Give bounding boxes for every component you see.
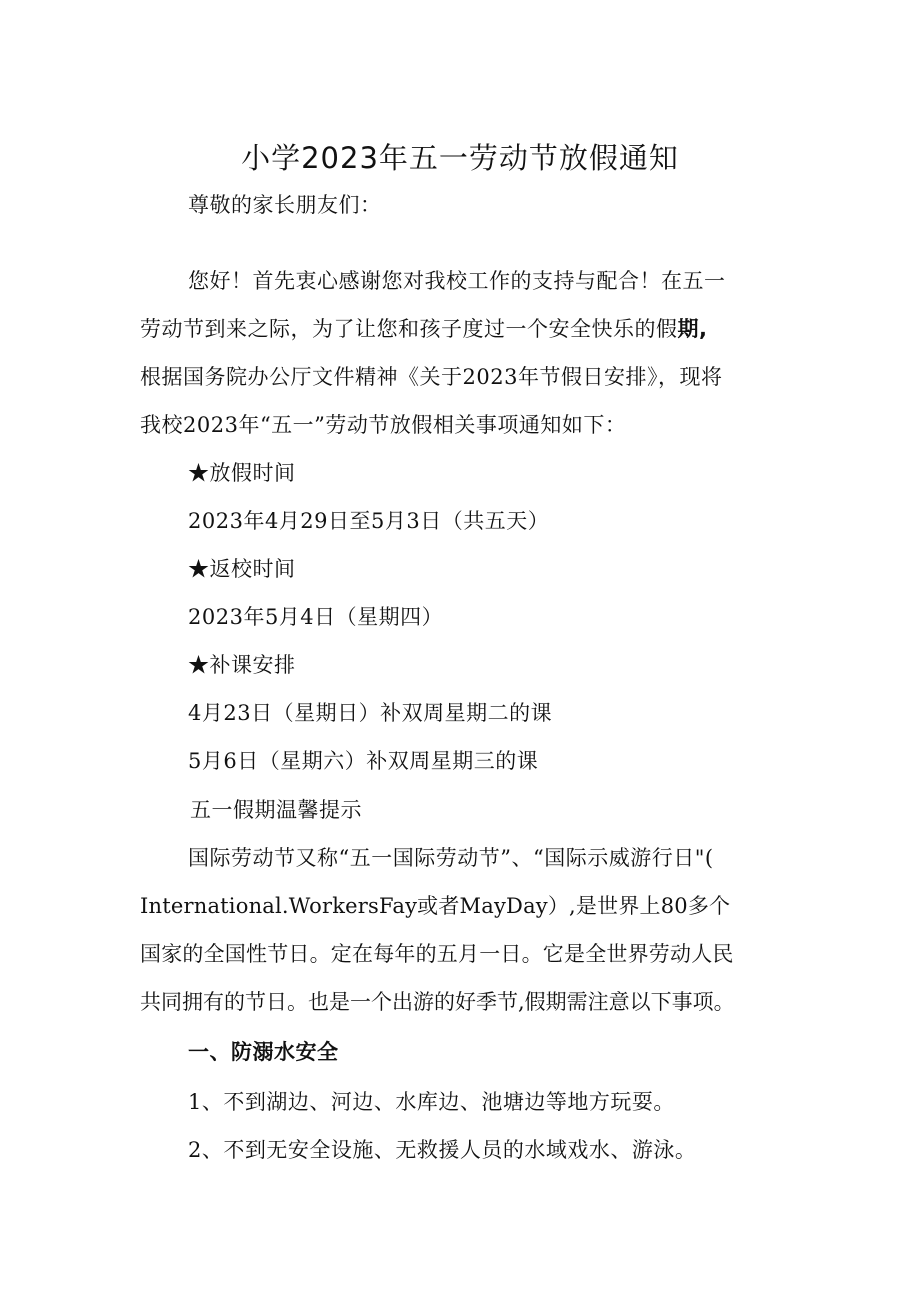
tips-heading: 五一假期温馨提示 bbox=[190, 798, 362, 822]
tips-line-4: 共同拥有的节日。也是一个出游的好季节,假期需注意以下事项。 bbox=[140, 990, 735, 1014]
return-time-heading: ★返校时间 bbox=[188, 557, 296, 581]
tips-line-3: 国家的全国性节日。定在每年的五月一日。它是全世界劳动人民 bbox=[140, 942, 734, 966]
intro-line-4: 我校2023年“五一”劳动节放假相关事项通知如下： bbox=[140, 413, 627, 437]
drowning-safety-heading: 一、防溺水安全 bbox=[188, 1040, 339, 1064]
makeup-class-line-1: 4月23日（星期日）补双周星期二的课 bbox=[188, 701, 553, 725]
intro-line-2-emphasis: 期, bbox=[677, 317, 708, 341]
intro-line-2-text: 劳动节到来之际，为了让您和孩子度过一个安全快乐的假 bbox=[140, 317, 678, 341]
intro-line-3: 根据国务院办公厅文件精神《关于2023年节假日安排》，现将 bbox=[140, 365, 723, 389]
drowning-safety-item-2: 2、不到无安全设施、无救援人员的水域戏水、游泳。 bbox=[188, 1138, 697, 1162]
tips-line-2: International.WorkersFay或者MayDay）,是世界上80多个 bbox=[140, 894, 731, 918]
makeup-class-heading: ★补课安排 bbox=[188, 653, 296, 677]
page-title: 小学2023年五一劳动节放假通知 bbox=[241, 141, 679, 175]
holiday-time-value: 2023年4月29日至5月3日（共五天） bbox=[188, 509, 550, 533]
drowning-safety-item-1: 1、不到湖边、河边、水库边、池塘边等地方玩耍。 bbox=[188, 1090, 675, 1114]
return-time-value: 2023年5月4日（星期四） bbox=[188, 605, 444, 629]
holiday-time-heading: ★放假时间 bbox=[188, 461, 296, 485]
makeup-class-line-2: 5月6日（星期六）补双周星期三的课 bbox=[188, 749, 539, 773]
intro-line-2 bbox=[140, 314, 707, 344]
intro-line-1: 您好！首先衷心感谢您对我校工作的支持与配合！在五一 bbox=[188, 269, 726, 293]
greeting: 尊敬的家长朋友们： bbox=[188, 193, 382, 217]
tips-line-1: 国际劳动节又称“五一国际劳动节”、“国际示威游行日"( bbox=[188, 846, 714, 870]
